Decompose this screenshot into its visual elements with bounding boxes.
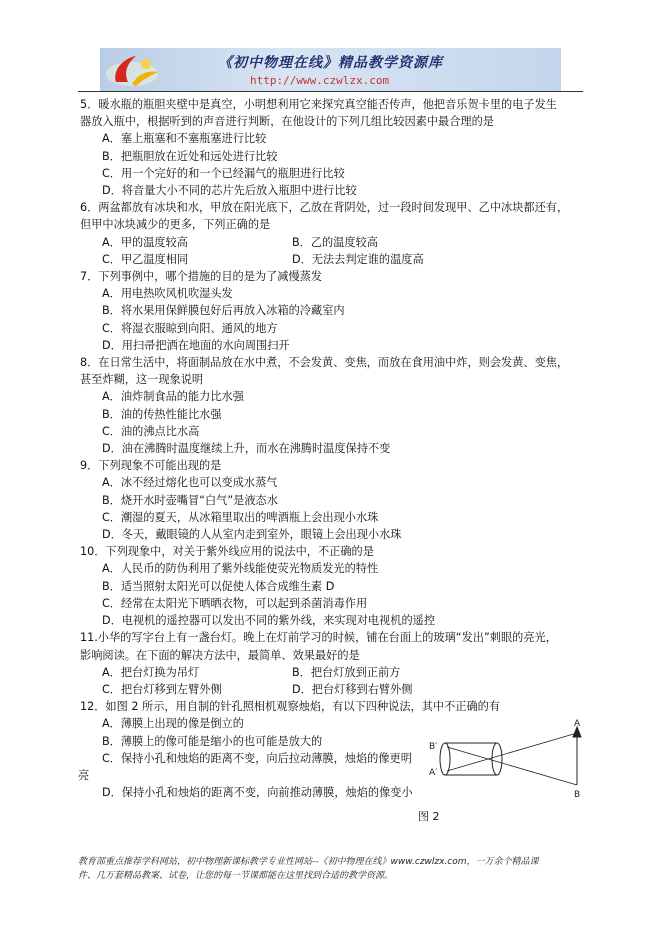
question-stem: 甚至炸糊，这一现象说明 <box>80 373 204 387</box>
question-stem: 6．两盆都放有冰块和水，甲放在阳光底下，乙放在背阴处，过一段时间发现甲、乙中冰块都还有， <box>80 201 569 215</box>
question-6 <box>80 199 585 268</box>
option-d: D．冬天，戴眼镜的人从室内走到室外，眼镜上会出现小水珠 <box>102 528 402 542</box>
option-c: C．用一个完好的和一个已经漏气的瓶胆进行比较 <box>102 166 345 180</box>
option-c-continuation: 亮 <box>78 768 90 782</box>
option-b: B．把台灯放到正前方 <box>292 665 401 679</box>
option-b: B．适当照射太阳光可以促使人体合成维生素 D <box>102 579 335 593</box>
question-stem: 10．下列现象中，对关于紫外线应用的说法中，不正确的是 <box>80 545 374 559</box>
question-stem: 9．下列现象不可能出现的是 <box>80 459 222 473</box>
option-a: A．冰不经过熔化也可以变成水蒸气 <box>102 476 278 490</box>
question-stem: 12．如图 2 所示，用自制的针孔照相机观察烛焰，有以下四种说法，其中不正确的有 <box>80 700 501 714</box>
figure-caption: 图 2 <box>418 810 440 823</box>
option-a: A．油炸制食品的能力比水强 <box>102 390 244 404</box>
label-a: A <box>574 719 581 729</box>
option-d: D．把台灯移到右臂外侧 <box>292 682 413 696</box>
option-b: B．把瓶胆放在近处和远处进行比较 <box>102 149 278 163</box>
question-stem: 11.小华的写字台上有一盏台灯。晚上在灯前学习的时候，铺在台面上的玻璃“发出”刺眼的亮光， <box>80 631 557 645</box>
question-9 <box>80 457 585 543</box>
option-c: C．油的沸点比水高 <box>102 424 200 438</box>
option-c: C．把台灯移到左臂外侧 <box>102 682 222 696</box>
option-a: A．甲的温度较高 <box>102 235 188 249</box>
footer-line: 件、几万套精品教案、试卷，让您的每一节课都能在这里找到合适的教学资源。 <box>78 871 394 881</box>
question-5 <box>80 96 585 199</box>
site-title: 《初中物理在线》精品教学资源库 <box>218 55 443 71</box>
light-rays <box>447 733 577 785</box>
option-c: C．将湿衣服晾到向阳、通风的地方 <box>102 321 278 335</box>
site-url[interactable]: http://www.czwlzx.com <box>250 74 390 87</box>
option-b: B．薄膜上的像可能是缩小的也可能是放大的 <box>102 734 323 748</box>
option-a: A．塞上瓶塞和不塞瓶塞进行比较 <box>102 132 267 146</box>
candle-object-arrow <box>573 727 581 785</box>
label-b-prime: B′ <box>429 742 438 752</box>
option-b: B．油的传热性能比水强 <box>102 407 222 421</box>
option-b: B．乙的温度较高 <box>292 235 378 249</box>
site-logo-icon <box>102 50 164 90</box>
option-a: A．人民币的防伪利用了紫外线能使荧光物质发光的特性 <box>102 562 379 576</box>
option-d: D．保持小孔和烛焰的距离不变，向前推动薄膜，烛焰的像变小 <box>102 786 413 800</box>
question-stem: 影响阅读。在下面的解决方法中，最简单、效果最好的是 <box>80 648 360 662</box>
option-d: D．电视机的遥控器可以发出不同的紫外线，来实现对电视机的遥控 <box>102 614 436 628</box>
footer-line: 教育部重点推荐学科网站，初中物理新课标教学专业性网站--《初中物理在线》www.czwlzx.com，一万余个精品课 <box>78 857 539 867</box>
question-stem: 8．在日常生活中，将面制品放在水中煮，不会发黄、变焦，而放在食用油中炸，则会发黄、变焦， <box>80 356 569 370</box>
question-7 <box>80 268 585 354</box>
option-a: A．把台灯换为吊灯 <box>102 665 200 679</box>
option-d: D．无法去判定谁的温度高 <box>292 252 424 266</box>
option-c: C．经常在太阳光下晒晒衣物，可以起到杀菌消毒作用 <box>102 596 368 610</box>
question-10 <box>80 543 585 629</box>
option-c: C．甲乙温度相同 <box>102 252 189 266</box>
header-banner <box>100 48 561 91</box>
question-stem: 器放入瓶中，根据听到的声音进行判断，在他设计的下列几组比较因素中最合理的是 <box>80 115 494 129</box>
question-stem: 5．暖水瓶的瓶胆夹壁中是真空，小明想利用它来探究真空能否传声，他把音乐贺卡里的电子发生 <box>80 98 557 111</box>
option-b: B．将水果用保鲜膜包好后再放入冰箱的冷藏室内 <box>102 304 345 318</box>
option-a: A．薄膜上出现的像是倒立的 <box>102 717 244 731</box>
label-b: B <box>574 790 581 799</box>
option-b: B．烧开水时壶嘴冒“白气”是液态水 <box>102 493 278 507</box>
question-11 <box>80 629 585 698</box>
option-a: A．用电热吹风机吹湿头发 <box>102 287 233 301</box>
option-d: D．油在沸腾时温度继续上升，而水在沸腾时温度保持不变 <box>102 442 391 456</box>
label-a-prime: A′ <box>429 768 438 778</box>
question-list <box>80 96 585 801</box>
question-8 <box>80 354 585 457</box>
option-c: C．潮湿的夏天，从冰箱里取出的啤酒瓶上会出现小水珠 <box>102 510 379 524</box>
question-stem: 但甲中冰块减少的更多，下列正确的是 <box>80 218 271 232</box>
pinhole-camera-diagram <box>427 719 597 799</box>
page-footer <box>78 855 588 883</box>
option-d: D．用扫帚把洒在地面的水向周围扫开 <box>102 338 290 352</box>
option-c: C．保持小孔和烛焰的距离不变，向后拉动薄膜，烛焰的像更明 <box>102 751 412 765</box>
question-stem: 7．下列事例中，哪个措施的目的是为了减慢蒸发 <box>80 270 323 284</box>
header-divider <box>78 91 583 92</box>
option-d: D．将音量大小不同的芯片先后放入瓶胆中进行比较 <box>102 184 357 198</box>
